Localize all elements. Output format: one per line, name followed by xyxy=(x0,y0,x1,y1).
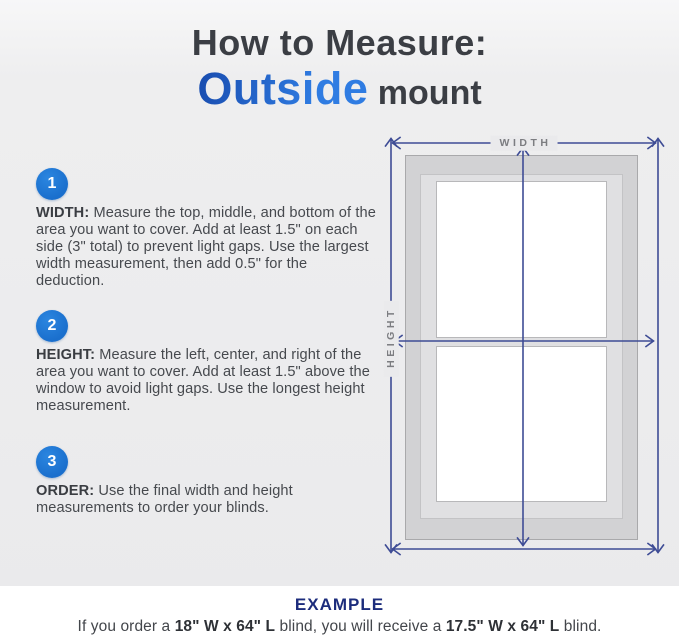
step-3-text xyxy=(36,483,378,517)
title-line-2 xyxy=(0,62,679,114)
example-part3: blind. xyxy=(559,618,602,635)
title-line-1: How to Measure: xyxy=(191,22,488,63)
measurement-arrows xyxy=(378,128,670,576)
width-label: WIDTH xyxy=(491,136,558,151)
step-order xyxy=(36,446,378,517)
example-footer xyxy=(0,586,679,644)
step-3-body: Use the final width and height measurements to order your blinds. xyxy=(36,483,293,516)
example-heading: EXAMPLE xyxy=(294,595,385,614)
step-2-label: HEIGHT: xyxy=(36,347,96,363)
step-height xyxy=(36,310,378,415)
example-receive-size: 17.5" W x 64" L xyxy=(445,618,560,635)
step-3-badge: 3 xyxy=(36,446,68,478)
example-part1: If you order a xyxy=(77,618,175,635)
step-1-badge: 1 xyxy=(36,168,68,200)
window-diagram xyxy=(378,128,670,576)
example-order-size: 18" W x 64" L xyxy=(174,618,276,635)
example-part2: blind, you will receive a xyxy=(275,618,446,635)
title-highlight: Outside xyxy=(197,62,369,114)
step-2-badge: 2 xyxy=(36,310,68,342)
step-2-body: Measure the left, center, and right of the area you want to cover. Add at least 1.5" above the window to avoid light gaps. Use the longest height measurement. xyxy=(36,347,370,414)
height-arrow-right xyxy=(653,139,664,553)
width-arrow-middle xyxy=(395,336,654,347)
step-width xyxy=(36,168,378,290)
step-2-text xyxy=(36,347,378,415)
step-1-text xyxy=(36,205,378,290)
height-label: HEIGHT xyxy=(384,301,399,377)
example-sentence xyxy=(0,618,679,636)
step-1-label: WIDTH: xyxy=(36,205,90,221)
title-rest: mount xyxy=(368,73,482,112)
step-1-body: Measure the top, middle, and bottom of the area you want to cover. Add at least 1.5" on each side (3" total) to prevent light gaps. Use the largest width measurement, then add 0.5" for the deduction. xyxy=(36,205,376,289)
step-3-label: ORDER: xyxy=(36,483,95,499)
height-arrow-center xyxy=(518,148,529,546)
page-title xyxy=(0,24,679,113)
